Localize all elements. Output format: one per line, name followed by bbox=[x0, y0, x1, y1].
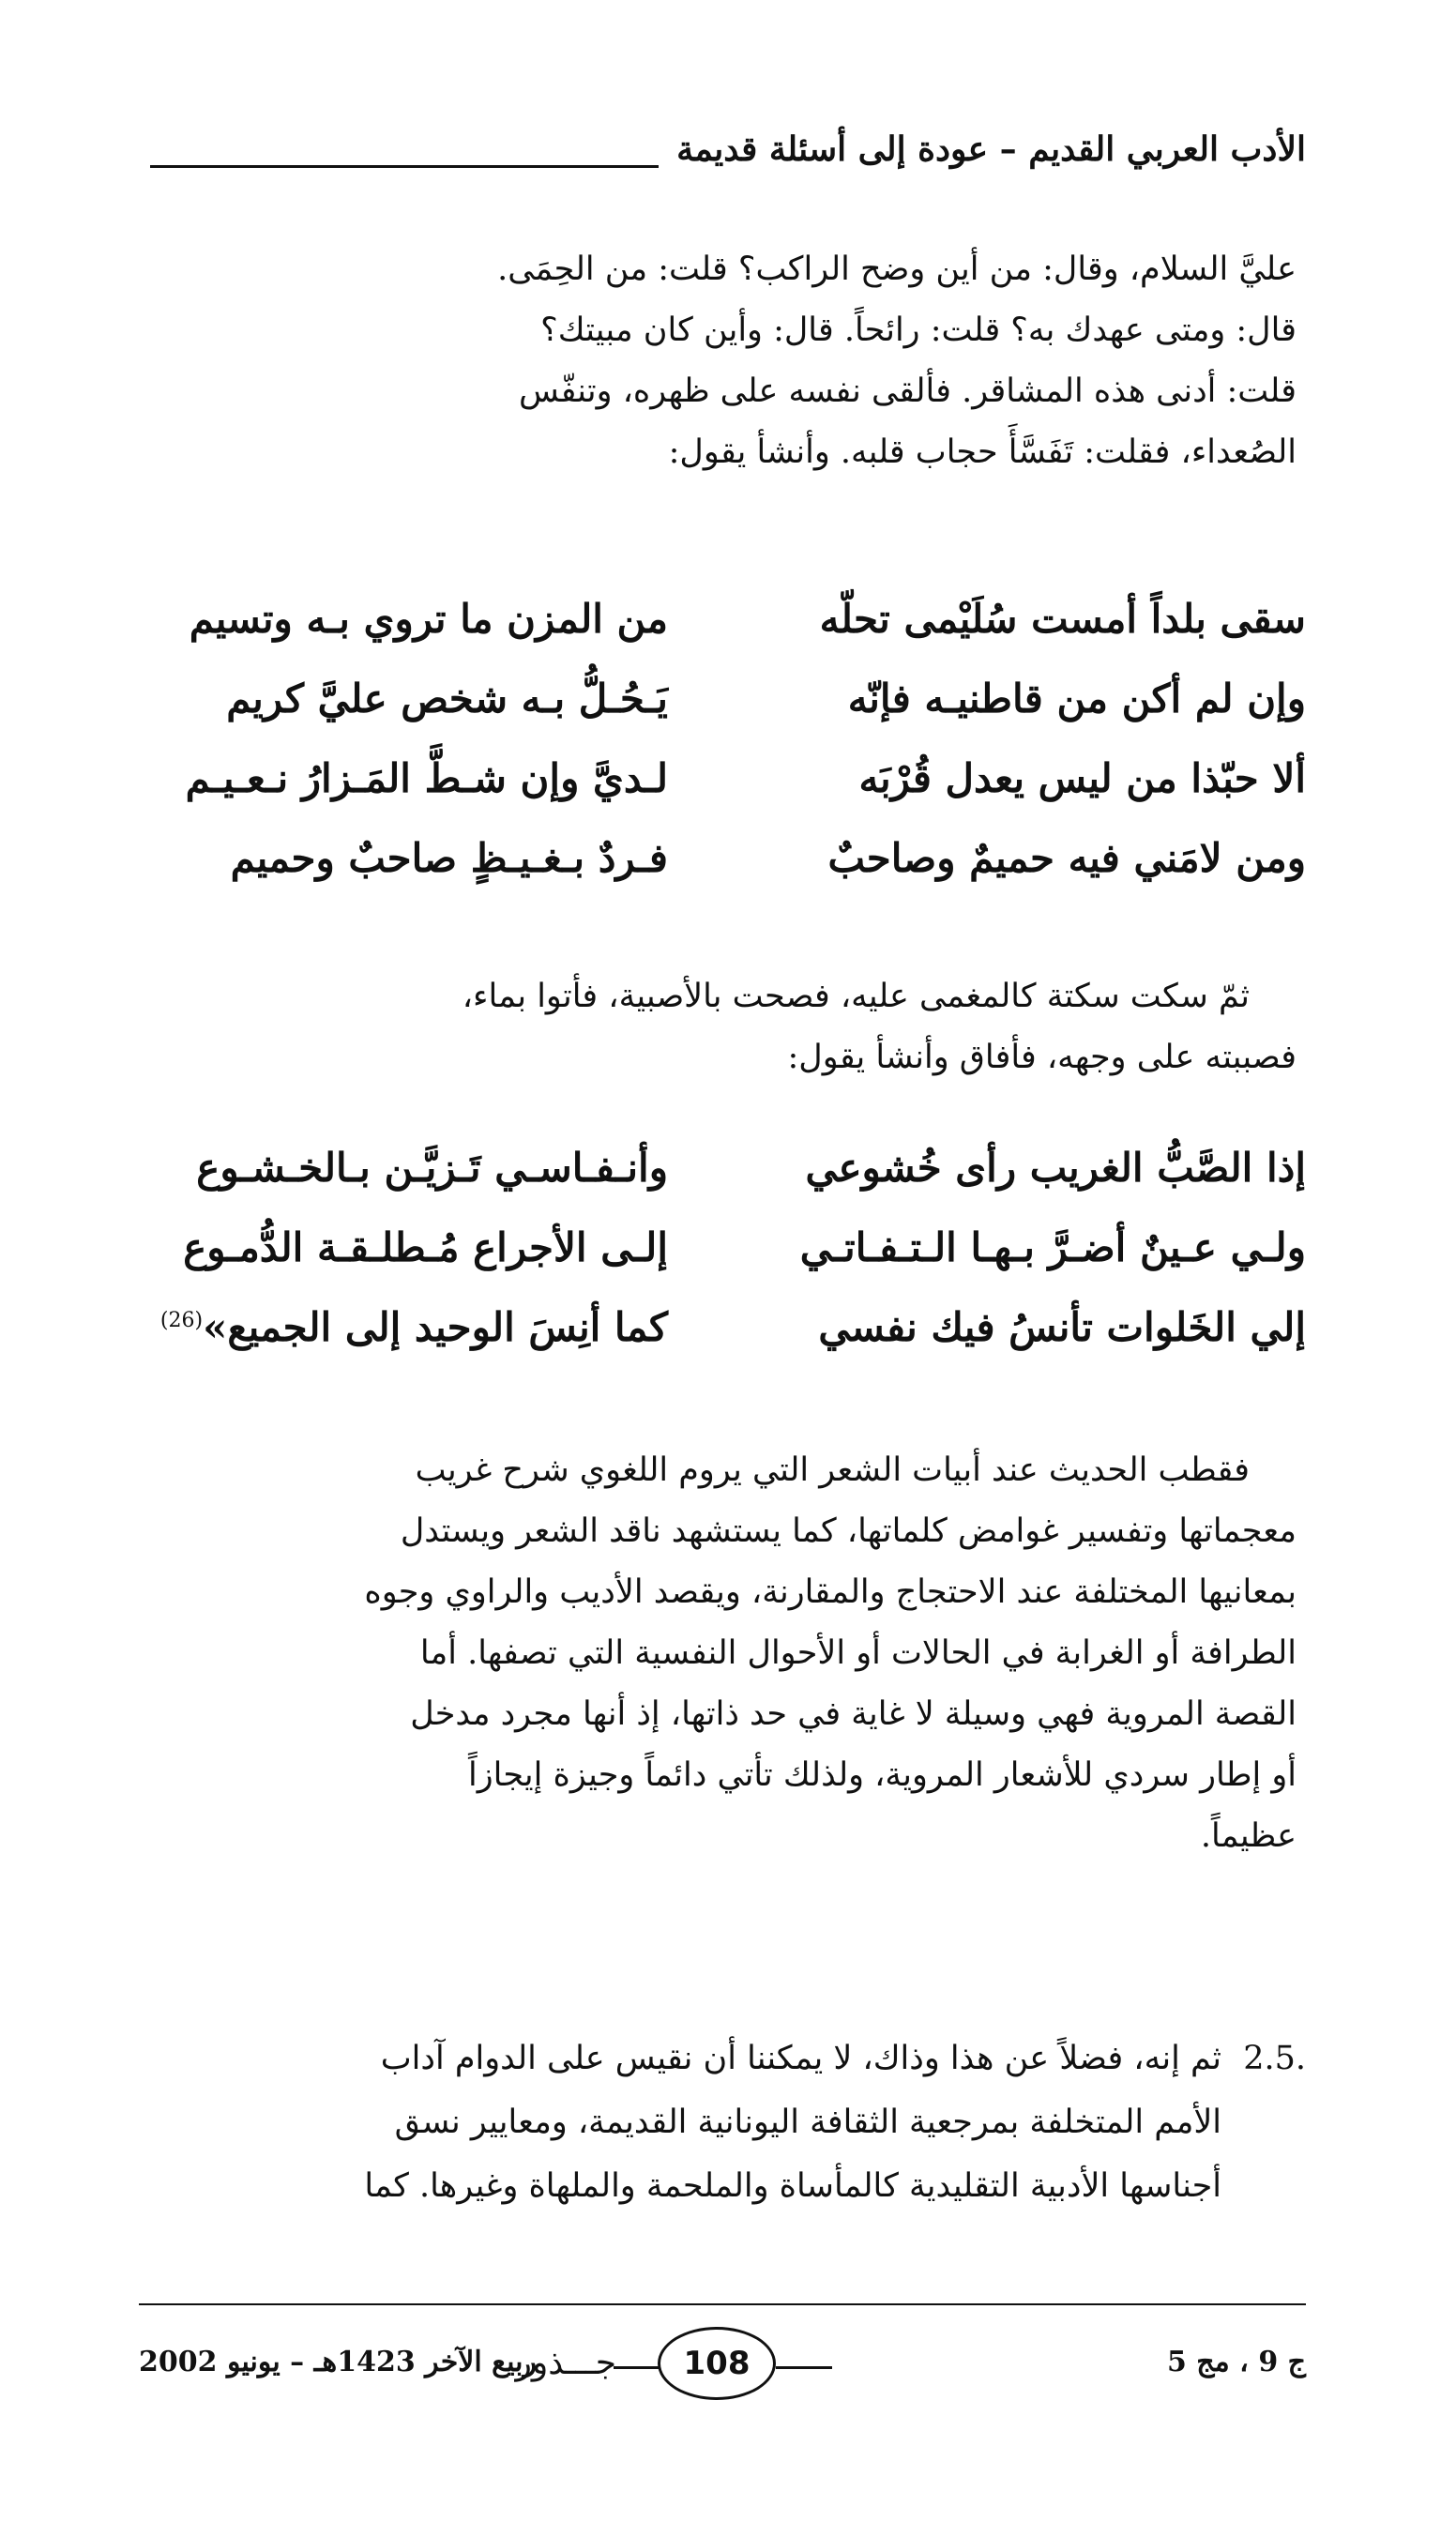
text-line: قال: ومتى عهدك به؟ قلت: رائحاً. قال: وأين كان مبيتك؟ bbox=[540, 311, 1297, 349]
verse-second-hemistich: إلـى الأجراع مُـطلـقـة الدُّمـوع bbox=[183, 1224, 668, 1270]
verse bbox=[139, 1145, 1306, 1224]
footer-rule bbox=[139, 2303, 1306, 2305]
verse-second-hemistich: فـردٌ بـغـيـظٍ صاحبٌ وحميم bbox=[230, 835, 668, 881]
verse bbox=[139, 676, 1306, 755]
paragraph-2 bbox=[139, 966, 1250, 1027]
text-line: أو إطار سردي للأشعار المروية، ولذلك تأتي دائماً وجيزة إيجازاً bbox=[468, 1756, 1297, 1794]
issue-info: ج 9 ، مج 5 bbox=[1166, 2346, 1306, 2378]
running-header bbox=[150, 129, 1306, 195]
section-body bbox=[139, 2027, 1221, 2218]
verse-second-hemistich bbox=[160, 1304, 668, 1350]
poem-1 bbox=[139, 596, 1306, 915]
text-line: فقطب الحديث عند أبيات الشعر التي يروم اللغوي شرح غريب bbox=[415, 1451, 1250, 1489]
header-rule bbox=[150, 165, 659, 168]
verse bbox=[139, 835, 1306, 915]
page-footer bbox=[139, 2317, 1306, 2421]
verse-first-hemistich: وإن لم أكن من قاطنيـه فإنّه bbox=[847, 676, 1306, 722]
text-line: الأمم المتخلفة بمرجعية الثقافة اليونانية القديمة، ومعايير نسق bbox=[394, 2104, 1221, 2141]
text-line: معجماتها وتفسير غوامض كلماتها، كما يستشهد ناقد الشعر ويستدل bbox=[400, 1512, 1297, 1550]
numbered-section bbox=[139, 2027, 1306, 2218]
verse-first-hemistich: إلي الخَلوات تأنسُ فيك نفسي bbox=[818, 1304, 1306, 1350]
text-line: قلت: أدنى هذه المشاقر. فألقى نفسه على ظهره، وتنفّس bbox=[518, 372, 1297, 410]
poem-2 bbox=[139, 1145, 1306, 1384]
running-header-title: الأدب العربي القديم – عودة إلى أسئلة قديمة bbox=[676, 129, 1306, 169]
verse-text: كما أنِسَ الوحيد إلى الجميع» bbox=[203, 1304, 668, 1350]
text-line: أجناسها الأدبية التقليدية كالمأساة والملحمة والملهاة وغيرها. كما bbox=[364, 2167, 1221, 2205]
paragraph-3-first-line bbox=[139, 1440, 1250, 1501]
paragraph-1 bbox=[139, 239, 1297, 483]
page-number: 108 bbox=[658, 2327, 776, 2400]
verse-second-hemistich: من المزن ما تروي بـه وتسيم bbox=[189, 596, 668, 642]
verse-first-hemistich: ومن لامَني فيه حميمٌ وصاحبٌ bbox=[827, 835, 1306, 881]
paragraph-2-cont bbox=[139, 1027, 1297, 1088]
text-line: فصببته على وجهه، فأفاق وأنشأ يقول: bbox=[787, 1039, 1297, 1076]
verse bbox=[139, 1224, 1306, 1304]
text-line: الطرافة أو الغرابة في الحالات أو الأحوال النفسية التي تصفها. أما bbox=[419, 1634, 1297, 1672]
issue-date: ربيع الآخر 1423هـ – يونيو 2002 bbox=[139, 2346, 537, 2378]
verse-second-hemistich: وأنـفـاسـي تَـزيَّـن بـالخـشـوع bbox=[196, 1145, 668, 1191]
text-line: ثمّ سكت سكتة كالمغمى عليه، فصحت بالأصبية، فأتوا بماء، bbox=[462, 978, 1250, 1015]
journal-line-left bbox=[614, 2366, 660, 2369]
text-line: ثم إنه، فضلاً عن هذا وذاك، لا يمكننا أن نقيس على الدوام آداب bbox=[380, 2040, 1221, 2077]
verse-first-hemistich: ولـي عـينٌ أضـرَّ بـهـا الـتـفـاتـي bbox=[799, 1224, 1306, 1270]
paragraph-3 bbox=[139, 1501, 1297, 1867]
text-line: عليَّ السلام، وقال: من أين وضح الراكب؟ قلت: من الحِمَى. bbox=[497, 251, 1297, 288]
verse-second-hemistich: يَـحُـلُّ بـه شخص عليَّ كريم bbox=[226, 676, 668, 722]
verse-second-hemistich: لـديَّ وإن شـطَّ المَـزارُ نـعـيـم bbox=[185, 755, 668, 801]
verse bbox=[139, 755, 1306, 835]
verse bbox=[139, 596, 1306, 676]
journal-name: جـــذور bbox=[515, 2344, 616, 2382]
journal-line-right bbox=[776, 2366, 832, 2369]
text-line: عظيماً. bbox=[1200, 1817, 1297, 1855]
text-line: القصة المروية فهي وسيلة لا غاية في حد ذاتها، إذ أنها مجرد مدخل bbox=[410, 1695, 1297, 1733]
text-line: الصُعداء، فقلت: تَفَسَّأَ حجاب قلبه. وأنشأ يقول: bbox=[668, 433, 1297, 471]
section-number: 2.5. bbox=[1243, 2040, 1306, 2077]
footnote-marker: (26) bbox=[159, 1309, 204, 1332]
verse bbox=[139, 1304, 1306, 1384]
text-line: بمعانيها المختلفة عند الاحتجاج والمقارنة، ويقصد الأديب والراوي وجوه bbox=[364, 1573, 1297, 1611]
verse-first-hemistich: ألا حبّذا من ليس يعدل قُرْبَه bbox=[858, 755, 1306, 801]
verse-first-hemistich: سقى بلداً أمست سُلَيْمى تحلّه bbox=[819, 596, 1306, 642]
verse-first-hemistich: إذا الصَّبُّ الغريب رأى خُشوعي bbox=[805, 1145, 1306, 1191]
